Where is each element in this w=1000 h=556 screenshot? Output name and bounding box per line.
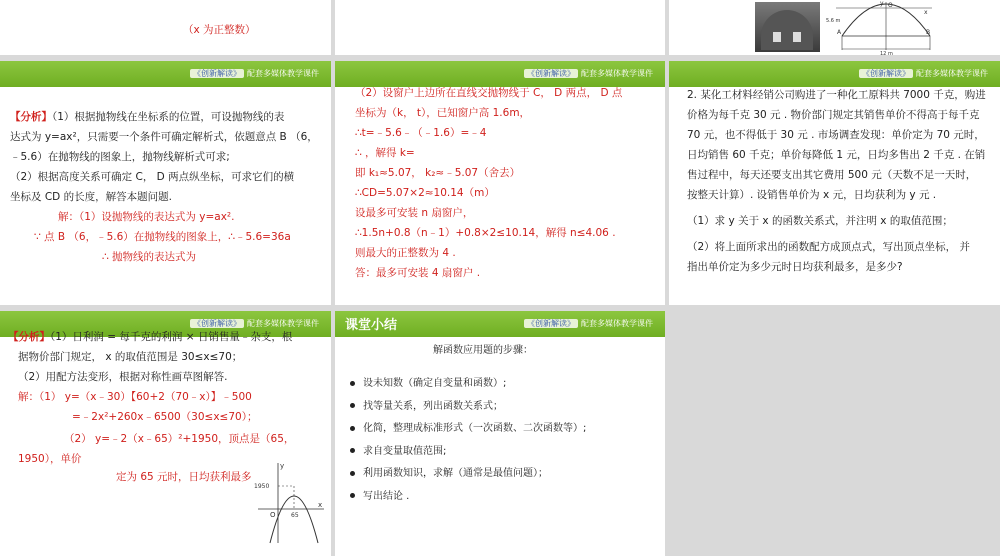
analysis-line-1: 【分析】（1）根据抛物线在坐标系的位置，可设抛物线的表 bbox=[10, 111, 285, 123]
bullet-icon bbox=[350, 403, 355, 408]
parabola-arch-diagram bbox=[824, 0, 934, 55]
analysis4-line-1: 【分析】（1）日利润 = 每千克的利润 × 日销售量﹣杂支，根 bbox=[8, 331, 293, 343]
graph-vertex-x: 65 bbox=[291, 512, 299, 519]
question-2-line-2: 指出单价定为多少元时日均获利最多，是多少? bbox=[687, 261, 903, 273]
solution2-line-4: ∴ ，解得 k= bbox=[355, 147, 415, 159]
step-item: 找等量关系，列出函数关系式； bbox=[350, 396, 586, 419]
solution2-line-5: 即 k₁≈5.07， k₂≈﹣5.07（舍去） bbox=[355, 167, 521, 179]
solution2-line-1: （2）设窗户上边所在直线交抛物线于 C， D 两点， D 点 bbox=[355, 87, 623, 99]
slide-top-right bbox=[669, 0, 1000, 55]
x-axis-label: x bbox=[924, 9, 928, 16]
solution2-line-10: 答：最多可安装 4 扇窗户 . bbox=[355, 267, 481, 279]
problem-line-3: 70 元，也不得低于 30 元 . 市场调查发现：单价定为 70 元时， bbox=[687, 129, 985, 141]
problem-line-4: 日均销售 60 千克；单价每降低 1 元，日均多售出 2 千克 . 在销 bbox=[687, 149, 986, 161]
solution2-line-7: 设最多可安装 n 扇窗户， bbox=[355, 207, 474, 219]
header-banner bbox=[669, 61, 1000, 87]
analysis-line-3: ﹣5.6）在抛物线的图象上，抛物线解析式可求; bbox=[10, 151, 230, 163]
solution4-line-3: （2） y=﹣2（x﹣65）²+1950，顶点是（65， bbox=[64, 433, 295, 445]
step-item: 利用函数知识，求解（通常是最值问题）； bbox=[350, 463, 586, 486]
solution4-line-2: =﹣2x²+260x﹣6500（30≤x≤70）； bbox=[72, 411, 258, 423]
courseware-tag: 《创新解读》 配套多媒体教学课件 bbox=[524, 68, 653, 79]
bullet-icon bbox=[350, 381, 355, 386]
courseware-tag: 《创新解读》 配套多媒体教学课件 bbox=[859, 68, 988, 79]
slide-middle-left bbox=[0, 61, 331, 305]
point-b-label: B bbox=[926, 29, 931, 36]
parabola-sketch-graph bbox=[248, 459, 328, 549]
analysis-line-2: 达式为 y=ax²，只需要一个条件可确定解析式，依题意点 B （6， bbox=[10, 131, 318, 143]
problem-line-2: 价格为每千克 30 元 . 物价部门规定其销售单价不得高于每千克 bbox=[687, 109, 980, 121]
origin-label: O bbox=[888, 2, 893, 9]
bullet-icon bbox=[350, 493, 355, 498]
graph-x-label: x bbox=[318, 501, 323, 509]
bullet-icon bbox=[350, 426, 355, 431]
width-label: 12 m bbox=[880, 51, 893, 55]
summary-steps-list bbox=[350, 373, 586, 508]
solution-line-2: ∵ 点 B （6，﹣5.6）在抛物线的图象上，∴﹣5.6=36a bbox=[34, 231, 291, 243]
graph-y-label: y bbox=[280, 462, 285, 470]
problem-line-6: 按整天计算）. 设销售单价为 x 元，日均获利为 y 元 . bbox=[687, 189, 937, 201]
note-integer: （x 为正整数） bbox=[183, 24, 256, 36]
analysis-line-4: （2）根据高度关系可确定 C， D 两点纵坐标，可求它们的横 bbox=[10, 171, 295, 183]
summary-subtitle: 解函数应用题的步骤： bbox=[433, 345, 533, 356]
bullet-icon bbox=[350, 448, 355, 453]
step-item: 求自变量取值范围; bbox=[350, 441, 586, 464]
point-a-label: A bbox=[837, 29, 842, 36]
problem-line-1: 2. 某化工材料经销公司购进了一种化工原料共 7000 千克，购进 bbox=[687, 89, 986, 101]
y-axis-label: y bbox=[880, 0, 884, 7]
header-banner bbox=[0, 61, 331, 87]
solution4-line-4: 1950），单价 bbox=[18, 453, 82, 465]
solution-line-1: 解：（1）设抛物线的表达式为 y=ax². bbox=[58, 211, 235, 223]
solution-line-3: ∴ 抛物线的表达式为 bbox=[102, 251, 197, 263]
graph-origin-label: O bbox=[270, 511, 276, 519]
courseware-tag: 《创新解读》 配套多媒体教学课件 bbox=[190, 318, 319, 329]
slide-middle-right bbox=[669, 61, 1000, 305]
solution4-line-1: 解：（1） y=（x﹣30）【60+2（70﹣x）】﹣500 bbox=[18, 391, 252, 403]
slide-title: 课堂小结 bbox=[345, 318, 398, 333]
question-1: （1）求 y 关于 x 的函数关系式，并注明 x 的取值范围； bbox=[687, 215, 953, 227]
solution2-line-3: ∴t=﹣5.6﹣（﹣1.6）=﹣4 bbox=[355, 127, 487, 139]
slide-middle-center bbox=[335, 61, 665, 305]
courseware-tag: 《创新解读》 配套多媒体教学课件 bbox=[190, 68, 319, 79]
bullet-icon bbox=[350, 471, 355, 476]
header-banner bbox=[335, 311, 665, 337]
question-2-line-1: （2）将上面所求出的函数配方成顶点式，写出顶点坐标， 并 bbox=[687, 241, 971, 253]
solution2-line-2: 坐标为（k， t），已知窗户高 1.6m， bbox=[355, 107, 531, 119]
step-item: 写出结论 . bbox=[350, 486, 586, 509]
analysis-line-5: 坐标及 CD 的长度，解答本题问题. bbox=[10, 191, 172, 203]
graph-max-value: 1950 bbox=[254, 483, 270, 490]
problem-line-5: 售过程中，每天还要支出其它费用 500 元（天数不足一天时， bbox=[687, 169, 977, 181]
solution2-line-6: ∴CD=5.07×2≈10.14（m） bbox=[355, 187, 495, 199]
building-photo bbox=[755, 2, 820, 52]
slide-bottom-left bbox=[0, 311, 331, 556]
step-item: 设未知数（确定自变量和函数）; bbox=[350, 373, 586, 396]
solution2-line-8: ∴1.5n+0.8（n﹣1）+0.8×2≤10.14，解得 n≤4.06 . bbox=[355, 227, 616, 239]
step-item: 化简，整理成标准形式（一次函数、二次函数等）; bbox=[350, 418, 586, 441]
analysis4-line-3: （2）用配方法变形，根据对称性画草图解答. bbox=[18, 371, 228, 383]
slide-top-middle bbox=[335, 0, 665, 55]
height-label: 5.6 m bbox=[826, 18, 841, 24]
analysis4-line-2: 据物价部门规定， x 的取值范围是 30≤x≤70； bbox=[18, 351, 243, 363]
solution4-line-5: 定为 65 元时，日均获利最多 bbox=[116, 471, 252, 483]
slide-top-left bbox=[0, 0, 331, 55]
courseware-tag: 《创新解读》 配套多媒体教学课件 bbox=[524, 318, 653, 329]
solution2-line-9: 则最大的正整数为 4 . bbox=[355, 247, 456, 259]
